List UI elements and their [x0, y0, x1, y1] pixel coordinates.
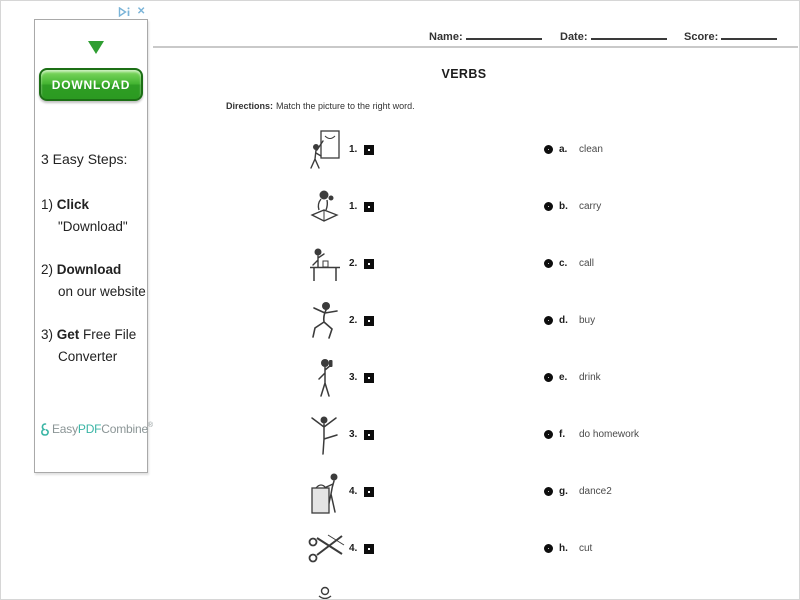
step-1-line2: "Download": [58, 219, 128, 234]
adchoices-icon[interactable]: [118, 7, 131, 17]
answer-box[interactable]: [364, 202, 374, 212]
option-letter: b.: [559, 201, 568, 212]
answer-box[interactable]: [364, 544, 374, 554]
option-word: drink: [579, 372, 601, 383]
step-3-number: 3): [41, 327, 57, 342]
date-blank-line: [591, 29, 667, 40]
word-row: [544, 292, 639, 349]
option-letter: g.: [559, 486, 568, 497]
ad-step-3: [41, 324, 136, 368]
item-number: 4.: [349, 486, 358, 497]
word-row: [544, 235, 639, 292]
picture-row: [304, 178, 374, 235]
option-word: carry: [579, 201, 602, 212]
option-word: clean: [579, 144, 603, 155]
option-circle[interactable]: [544, 202, 553, 211]
directions-label: Directions:: [226, 101, 274, 111]
answer-box[interactable]: [364, 259, 374, 269]
answer-box[interactable]: [364, 316, 374, 326]
header-divider: [153, 46, 798, 48]
name-label: Name:: [429, 31, 463, 43]
word-row: [544, 520, 639, 577]
boy-calling-picture: [304, 356, 346, 400]
paperclip-icon: [40, 423, 51, 436]
date-label: Date:: [560, 31, 588, 43]
girl-reading-picture: [304, 187, 346, 227]
item-number: 4.: [349, 543, 358, 554]
name-field: [429, 29, 542, 43]
option-word: do homework: [579, 429, 640, 440]
drink-at-table-picture: [304, 244, 346, 284]
scissors-cutting-picture: [304, 533, 346, 565]
item-number: 2.: [349, 315, 358, 326]
step-2-line2: on our website: [58, 284, 146, 299]
date-field: [560, 29, 667, 43]
word-row: [544, 178, 639, 235]
clean-window-picture: [304, 129, 346, 171]
picture-row: [304, 121, 374, 178]
download-arrow-icon: [88, 41, 104, 54]
option-circle[interactable]: [544, 145, 553, 154]
logo-part-easy: Easy: [52, 422, 78, 436]
ad-steps-heading: 3 Easy Steps:: [41, 151, 128, 167]
score-blank-line: [721, 29, 777, 40]
answer-box[interactable]: [364, 373, 374, 383]
logo-part-pdf: PDF: [77, 422, 102, 436]
item-number: 1.: [349, 201, 358, 212]
word-row: [544, 406, 639, 463]
answer-box[interactable]: [364, 430, 374, 440]
pictures-column: [304, 121, 374, 600]
directions: [226, 101, 415, 111]
logo-part-combine: Combine: [101, 422, 148, 436]
ad-controls: [118, 7, 145, 17]
option-circle[interactable]: [544, 430, 553, 439]
option-word: dance2: [579, 486, 612, 497]
ad-step-2: [41, 259, 146, 303]
step-2-bold: Download: [56, 262, 122, 277]
option-circle[interactable]: [544, 487, 553, 496]
option-word: cut: [579, 543, 593, 554]
item-number: 3.: [349, 429, 358, 440]
download-button[interactable]: DOWNLOAD: [39, 68, 143, 101]
option-circle[interactable]: [544, 316, 553, 325]
word-row: [544, 349, 639, 406]
step-1-bold: Click: [56, 197, 90, 212]
answer-box[interactable]: [364, 487, 374, 497]
partial-figure-picture: [304, 584, 346, 600]
option-letter: h.: [559, 543, 568, 554]
word-row: [544, 463, 639, 520]
carry-bag-picture: [304, 469, 346, 515]
step-3-bold: Get: [56, 327, 80, 342]
step-3-line2: Converter: [58, 349, 118, 364]
easypdfcombine-logo[interactable]: [40, 422, 153, 436]
option-circle[interactable]: [544, 544, 553, 553]
name-blank-line: [466, 29, 542, 40]
option-letter: e.: [559, 372, 568, 383]
item-number: 2.: [349, 258, 358, 269]
step-2-number: 2): [41, 262, 57, 277]
item-number: 1.: [349, 144, 358, 155]
step-3-rest: Free File: [79, 327, 137, 342]
word-row: [544, 577, 639, 600]
answer-box[interactable]: [364, 145, 374, 155]
ad-panel: [34, 19, 153, 473]
score-label: Score:: [684, 31, 719, 43]
option-letter: d.: [559, 315, 568, 326]
close-icon[interactable]: ✕: [137, 6, 146, 17]
option-circle[interactable]: [544, 373, 553, 382]
picture-row: [304, 292, 374, 349]
ballet-dancer-picture: [304, 413, 346, 457]
item-number: 3.: [349, 372, 358, 383]
ad-step-1: [41, 194, 128, 238]
option-word: buy: [579, 315, 596, 326]
directions-text: Match the picture to the right word.: [276, 101, 415, 111]
picture-row: [304, 463, 374, 520]
option-letter: f.: [559, 429, 566, 440]
score-field: [684, 29, 777, 43]
logo-trademark: ®: [147, 422, 153, 429]
picture-row: [304, 349, 374, 406]
man-dancing-picture: [304, 300, 346, 342]
picture-row: [304, 406, 374, 463]
words-column: [544, 121, 639, 600]
page-title: VERBS: [441, 67, 487, 81]
picture-row: [304, 577, 374, 600]
option-letter: c.: [559, 258, 568, 269]
picture-row: [304, 520, 374, 577]
picture-row: [304, 235, 374, 292]
option-letter: a.: [559, 144, 568, 155]
option-circle[interactable]: [544, 259, 553, 268]
step-1-number: 1): [41, 197, 57, 212]
option-word: call: [579, 258, 595, 269]
word-row: [544, 121, 639, 178]
